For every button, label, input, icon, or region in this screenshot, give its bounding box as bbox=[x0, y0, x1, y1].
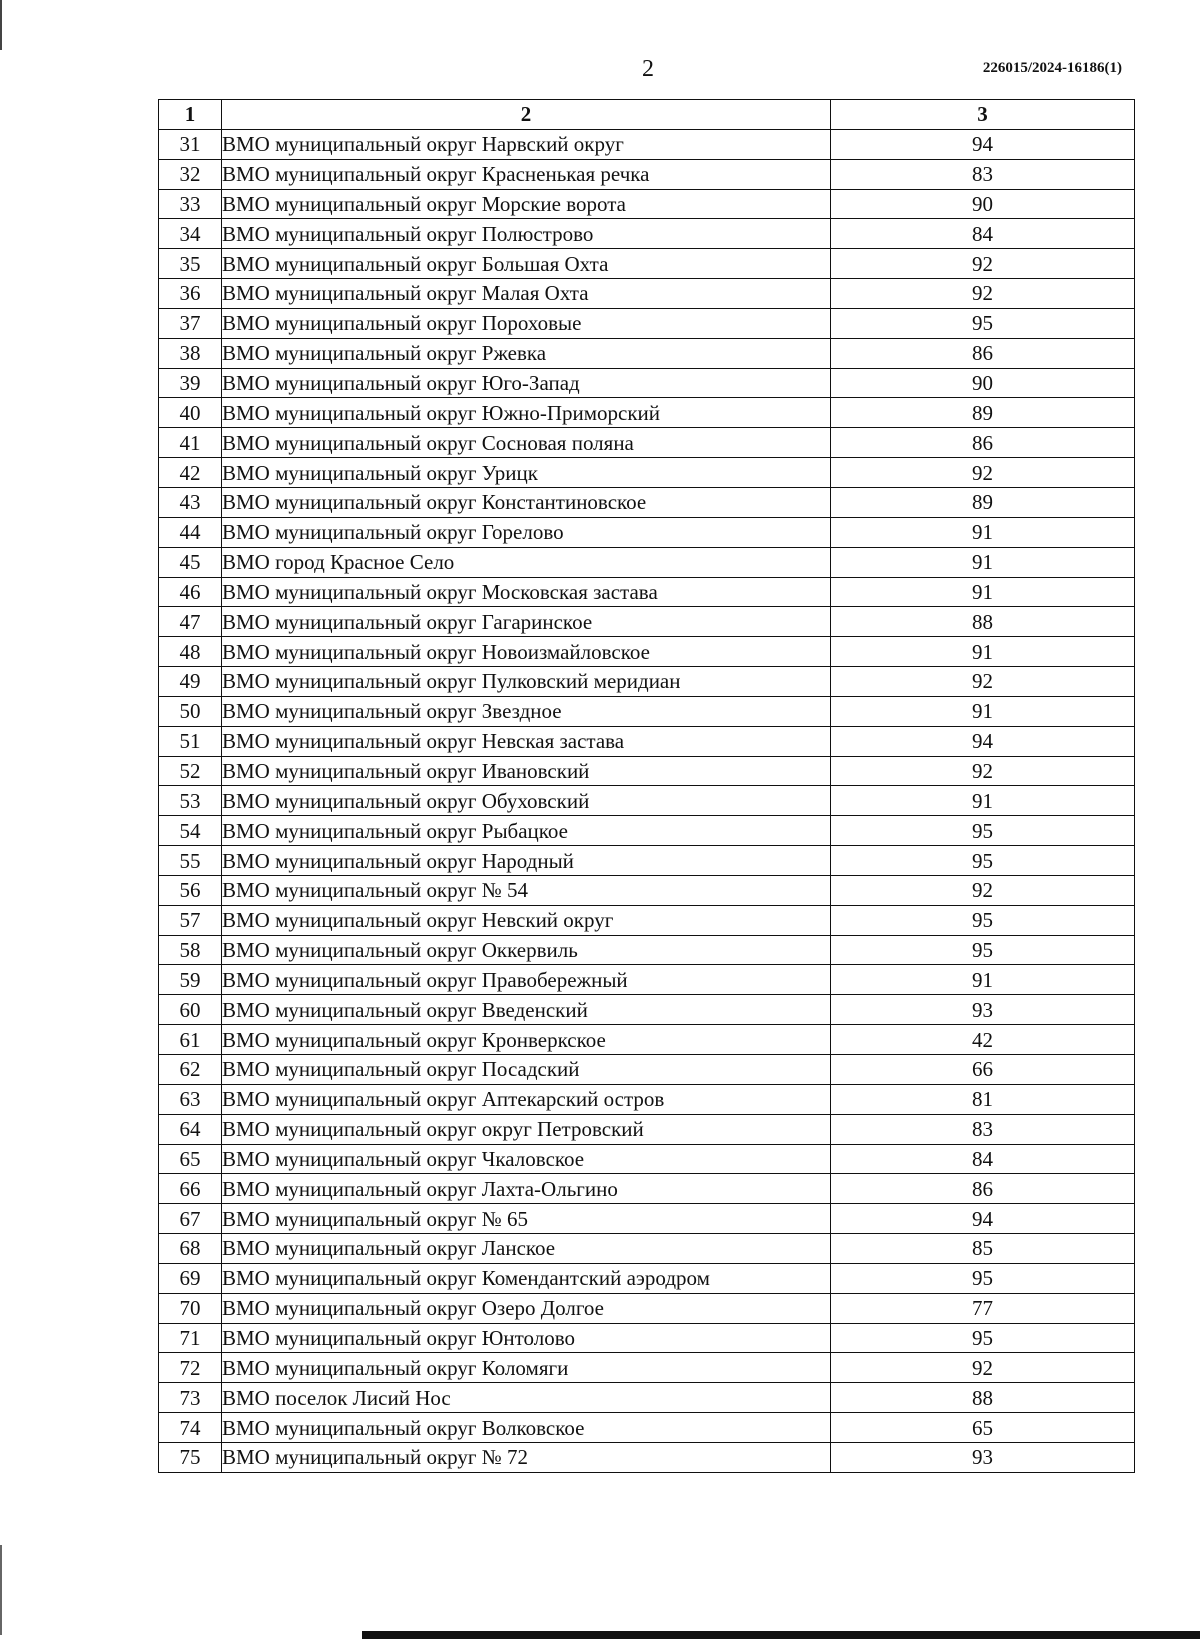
table-row bbox=[159, 159, 1135, 189]
district-name: ВМО муниципальный округ Морские ворота bbox=[222, 189, 831, 219]
table-body bbox=[159, 129, 1135, 1472]
row-number: 61 bbox=[159, 1025, 222, 1055]
table-row bbox=[159, 517, 1135, 547]
row-number: 46 bbox=[159, 577, 222, 607]
row-number: 68 bbox=[159, 1234, 222, 1264]
table-row bbox=[159, 786, 1135, 816]
row-number: 62 bbox=[159, 1055, 222, 1085]
row-value: 92 bbox=[831, 667, 1135, 697]
row-value: 91 bbox=[831, 786, 1135, 816]
row-value: 88 bbox=[831, 607, 1135, 637]
row-value: 90 bbox=[831, 189, 1135, 219]
row-number: 53 bbox=[159, 786, 222, 816]
district-name: ВМО муниципальный округ Невский округ bbox=[222, 905, 831, 935]
table-row bbox=[159, 368, 1135, 398]
table-row bbox=[159, 1174, 1135, 1204]
row-number: 66 bbox=[159, 1174, 222, 1204]
row-number: 35 bbox=[159, 249, 222, 279]
row-number: 40 bbox=[159, 398, 222, 428]
row-number: 69 bbox=[159, 1263, 222, 1293]
row-value: 89 bbox=[831, 487, 1135, 517]
table-row bbox=[159, 1114, 1135, 1144]
row-value: 88 bbox=[831, 1383, 1135, 1413]
row-value: 83 bbox=[831, 159, 1135, 189]
row-value: 92 bbox=[831, 1353, 1135, 1383]
district-name: ВМО муниципальный округ Полюстрово bbox=[222, 219, 831, 249]
table-row bbox=[159, 1323, 1135, 1353]
row-value: 83 bbox=[831, 1114, 1135, 1144]
row-number: 42 bbox=[159, 458, 222, 488]
table-row bbox=[159, 667, 1135, 697]
row-value: 65 bbox=[831, 1413, 1135, 1443]
district-name: ВМО муниципальный округ Московская застава bbox=[222, 577, 831, 607]
table-row bbox=[159, 398, 1135, 428]
district-name: ВМО муниципальный округ Малая Охта bbox=[222, 279, 831, 309]
row-number: 63 bbox=[159, 1084, 222, 1114]
district-name: ВМО муниципальный округ Кронверкское bbox=[222, 1025, 831, 1055]
table-row bbox=[159, 547, 1135, 577]
table-row bbox=[159, 308, 1135, 338]
row-value: 95 bbox=[831, 935, 1135, 965]
table-row bbox=[159, 875, 1135, 905]
row-number: 38 bbox=[159, 338, 222, 368]
row-value: 95 bbox=[831, 308, 1135, 338]
data-table bbox=[158, 99, 1135, 1473]
row-number: 73 bbox=[159, 1383, 222, 1413]
district-name: ВМО муниципальный округ Народный bbox=[222, 846, 831, 876]
district-name: ВМО муниципальный округ Оккервиль bbox=[222, 935, 831, 965]
district-name: ВМО муниципальный округ округ Петровский bbox=[222, 1114, 831, 1144]
district-name: ВМО муниципальный округ № 72 bbox=[222, 1442, 831, 1472]
row-number: 60 bbox=[159, 995, 222, 1025]
table-row bbox=[159, 1293, 1135, 1323]
district-name: ВМО поселок Лисий Нос bbox=[222, 1383, 831, 1413]
table-row bbox=[159, 487, 1135, 517]
row-value: 77 bbox=[831, 1293, 1135, 1323]
row-value: 94 bbox=[831, 129, 1135, 159]
district-name: ВМО муниципальный округ Посадский bbox=[222, 1055, 831, 1085]
table-row bbox=[159, 965, 1135, 995]
district-name: ВМО муниципальный округ Ланское bbox=[222, 1234, 831, 1264]
row-value: 91 bbox=[831, 577, 1135, 607]
table-row bbox=[159, 129, 1135, 159]
row-value: 92 bbox=[831, 875, 1135, 905]
district-name: ВМО муниципальный округ Пороховые bbox=[222, 308, 831, 338]
table-row bbox=[159, 1442, 1135, 1472]
district-name: ВМО муниципальный округ Введенский bbox=[222, 995, 831, 1025]
row-value: 42 bbox=[831, 1025, 1135, 1055]
row-number: 39 bbox=[159, 368, 222, 398]
row-number: 74 bbox=[159, 1413, 222, 1443]
district-name: ВМО муниципальный округ № 65 bbox=[222, 1204, 831, 1234]
table-row bbox=[159, 428, 1135, 458]
table-row bbox=[159, 1383, 1135, 1413]
row-number: 34 bbox=[159, 219, 222, 249]
row-value: 92 bbox=[831, 756, 1135, 786]
row-number: 44 bbox=[159, 517, 222, 547]
district-name: ВМО муниципальный округ Рыбацкое bbox=[222, 816, 831, 846]
district-name: ВМО муниципальный округ № 54 bbox=[222, 875, 831, 905]
row-number: 32 bbox=[159, 159, 222, 189]
row-number: 31 bbox=[159, 129, 222, 159]
district-name: ВМО муниципальный округ Лахта-Ольгино bbox=[222, 1174, 831, 1204]
table-row bbox=[159, 995, 1135, 1025]
table-row bbox=[159, 1234, 1135, 1264]
page-number: 2 bbox=[642, 56, 654, 82]
row-value: 91 bbox=[831, 547, 1135, 577]
row-value: 84 bbox=[831, 1144, 1135, 1174]
column-header-3: 3 bbox=[831, 100, 1135, 130]
column-header-2: 2 bbox=[222, 100, 831, 130]
district-name: ВМО муниципальный округ Комендантский аэродром bbox=[222, 1263, 831, 1293]
row-number: 70 bbox=[159, 1293, 222, 1323]
row-number: 59 bbox=[159, 965, 222, 995]
row-number: 56 bbox=[159, 875, 222, 905]
row-number: 65 bbox=[159, 1144, 222, 1174]
row-number: 50 bbox=[159, 696, 222, 726]
table-row bbox=[159, 905, 1135, 935]
table-row bbox=[159, 577, 1135, 607]
table-row bbox=[159, 1144, 1135, 1174]
district-name: ВМО муниципальный округ Константиновское bbox=[222, 487, 831, 517]
row-number: 75 bbox=[159, 1442, 222, 1472]
district-name: ВМО муниципальный округ Ржевка bbox=[222, 338, 831, 368]
district-name: ВМО муниципальный округ Правобережный bbox=[222, 965, 831, 995]
row-value: 95 bbox=[831, 905, 1135, 935]
row-number: 49 bbox=[159, 667, 222, 697]
row-value: 84 bbox=[831, 219, 1135, 249]
table-row bbox=[159, 189, 1135, 219]
table-row bbox=[159, 816, 1135, 846]
district-name: ВМО муниципальный округ Большая Охта bbox=[222, 249, 831, 279]
district-name: ВМО муниципальный округ Волковское bbox=[222, 1413, 831, 1443]
district-name: ВМО муниципальный округ Горелово bbox=[222, 517, 831, 547]
row-value: 89 bbox=[831, 398, 1135, 428]
row-value: 86 bbox=[831, 1174, 1135, 1204]
table-row bbox=[159, 279, 1135, 309]
district-name: ВМО муниципальный округ Чкаловское bbox=[222, 1144, 831, 1174]
row-number: 33 bbox=[159, 189, 222, 219]
row-number: 71 bbox=[159, 1323, 222, 1353]
row-value: 92 bbox=[831, 279, 1135, 309]
district-name: ВМО муниципальный округ Аптекарский остров bbox=[222, 1084, 831, 1114]
table-row bbox=[159, 1413, 1135, 1443]
row-value: 91 bbox=[831, 517, 1135, 547]
row-number: 72 bbox=[159, 1353, 222, 1383]
row-value: 81 bbox=[831, 1084, 1135, 1114]
table-row bbox=[159, 756, 1135, 786]
district-name: ВМО город Красное Село bbox=[222, 547, 831, 577]
row-number: 52 bbox=[159, 756, 222, 786]
row-value: 94 bbox=[831, 726, 1135, 756]
district-name: ВМО муниципальный округ Новоизмайловское bbox=[222, 637, 831, 667]
row-value: 93 bbox=[831, 1442, 1135, 1472]
district-name: ВМО муниципальный округ Обуховский bbox=[222, 786, 831, 816]
district-name: ВМО муниципальный округ Сосновая поляна bbox=[222, 428, 831, 458]
row-value: 95 bbox=[831, 816, 1135, 846]
row-value: 95 bbox=[831, 846, 1135, 876]
table-row bbox=[159, 935, 1135, 965]
row-value: 86 bbox=[831, 428, 1135, 458]
row-value: 92 bbox=[831, 249, 1135, 279]
row-number: 57 bbox=[159, 905, 222, 935]
row-value: 95 bbox=[831, 1323, 1135, 1353]
row-number: 67 bbox=[159, 1204, 222, 1234]
table-row bbox=[159, 1025, 1135, 1055]
row-value: 91 bbox=[831, 637, 1135, 667]
table-row bbox=[159, 1204, 1135, 1234]
row-value: 90 bbox=[831, 368, 1135, 398]
table-row bbox=[159, 219, 1135, 249]
row-value: 93 bbox=[831, 995, 1135, 1025]
document-id: 226015/2024-16186(1) bbox=[982, 60, 1122, 76]
table-row bbox=[159, 338, 1135, 368]
district-name: ВМО муниципальный округ Юнтолово bbox=[222, 1323, 831, 1353]
table-row bbox=[159, 637, 1135, 667]
row-value: 66 bbox=[831, 1055, 1135, 1085]
row-value: 91 bbox=[831, 965, 1135, 995]
scan-edge-mark bbox=[0, 1545, 2, 1635]
column-header-1: 1 bbox=[159, 100, 222, 130]
table-row bbox=[159, 696, 1135, 726]
row-value: 85 bbox=[831, 1234, 1135, 1264]
row-number: 43 bbox=[159, 487, 222, 517]
district-name: ВМО муниципальный округ Звездное bbox=[222, 696, 831, 726]
row-number: 41 bbox=[159, 428, 222, 458]
row-number: 54 bbox=[159, 816, 222, 846]
district-name: ВМО муниципальный округ Гагаринское bbox=[222, 607, 831, 637]
district-name: ВМО муниципальный округ Пулковский меридиан bbox=[222, 667, 831, 697]
row-value: 95 bbox=[831, 1263, 1135, 1293]
row-number: 55 bbox=[159, 846, 222, 876]
table-row bbox=[159, 458, 1135, 488]
row-number: 58 bbox=[159, 935, 222, 965]
row-number: 36 bbox=[159, 279, 222, 309]
district-name: ВМО муниципальный округ Невская застава bbox=[222, 726, 831, 756]
row-number: 45 bbox=[159, 547, 222, 577]
district-name: ВМО муниципальный округ Коломяги bbox=[222, 1353, 831, 1383]
header-row bbox=[159, 100, 1135, 130]
district-name: ВМО муниципальный округ Озеро Долгое bbox=[222, 1293, 831, 1323]
scan-edge-mark bbox=[0, 0, 2, 50]
district-name: ВМО муниципальный округ Южно-Приморский bbox=[222, 398, 831, 428]
table-row bbox=[159, 726, 1135, 756]
table-row bbox=[159, 1055, 1135, 1085]
table-row bbox=[159, 1353, 1135, 1383]
district-name: ВМО муниципальный округ Урицк bbox=[222, 458, 831, 488]
row-value: 86 bbox=[831, 338, 1135, 368]
row-number: 37 bbox=[159, 308, 222, 338]
district-name: ВМО муниципальный округ Красненькая речка bbox=[222, 159, 831, 189]
district-name: ВМО муниципальный округ Нарвский округ bbox=[222, 129, 831, 159]
scan-bottom-bar bbox=[362, 1631, 1200, 1639]
row-value: 92 bbox=[831, 458, 1135, 488]
row-value: 94 bbox=[831, 1204, 1135, 1234]
row-number: 48 bbox=[159, 637, 222, 667]
row-number: 51 bbox=[159, 726, 222, 756]
table-row bbox=[159, 1263, 1135, 1293]
table-row bbox=[159, 607, 1135, 637]
row-number: 64 bbox=[159, 1114, 222, 1144]
table-row bbox=[159, 249, 1135, 279]
table-row bbox=[159, 1084, 1135, 1114]
row-number: 47 bbox=[159, 607, 222, 637]
row-value: 91 bbox=[831, 696, 1135, 726]
district-name: ВМО муниципальный округ Юго-Запад bbox=[222, 368, 831, 398]
table-row bbox=[159, 846, 1135, 876]
district-name: ВМО муниципальный округ Ивановский bbox=[222, 756, 831, 786]
